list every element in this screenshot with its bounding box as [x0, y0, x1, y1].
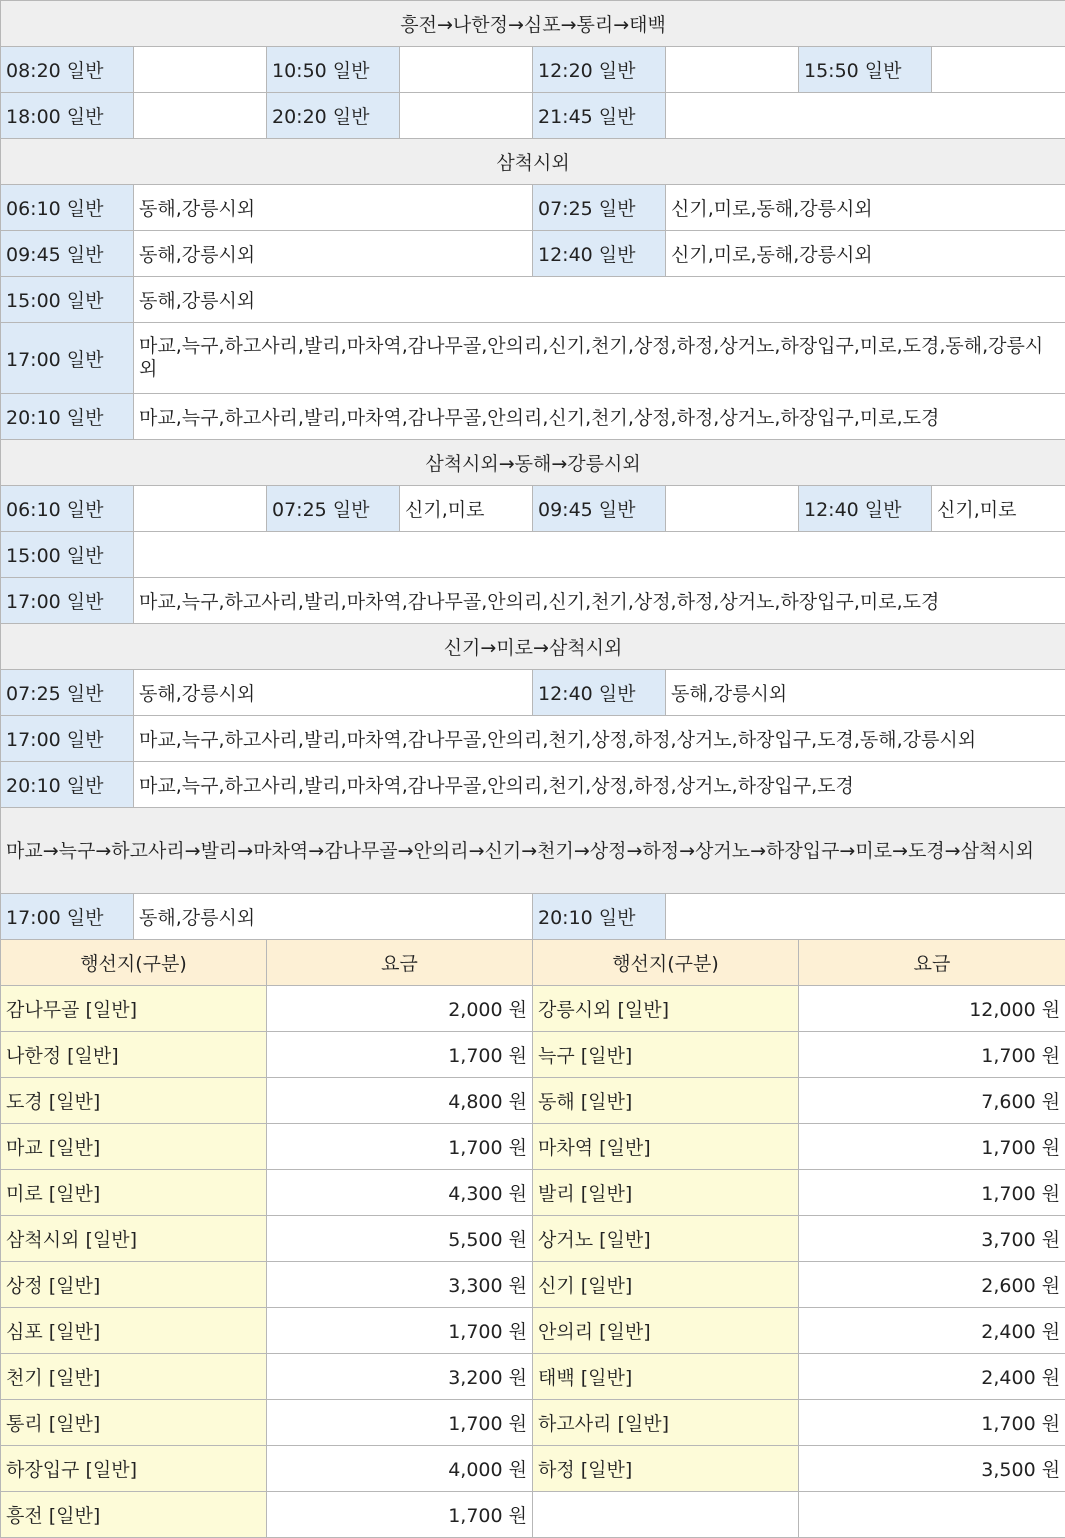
fare-destination: 발리 [일반] [533, 1170, 799, 1216]
route-header: 신기→미로→삼척시외 [1, 624, 1065, 670]
fare-price: 4,300 원 [267, 1170, 533, 1216]
fare-destination: 안의리 [일반] [533, 1308, 799, 1354]
via-stops [666, 93, 1065, 139]
fare-header-row [1, 940, 1065, 986]
fare-price: 7,600 원 [799, 1078, 1065, 1124]
fare-destination: 동해 [일반] [533, 1078, 799, 1124]
fare-price: 3,500 원 [799, 1446, 1065, 1492]
via-stops: 신기,미로,동해,강릉시외 [666, 231, 1065, 277]
fare-price: 2,600 원 [799, 1262, 1065, 1308]
departure-time: 20:20 일반 [267, 93, 400, 139]
fare-price: 4,800 원 [267, 1078, 533, 1124]
fare-price: 1,700 원 [267, 1308, 533, 1354]
fare-price: 5,500 원 [267, 1216, 533, 1262]
fare-row [1, 1124, 1065, 1170]
fare-row [1, 1078, 1065, 1124]
schedule-row [1, 578, 1065, 624]
via-stops [932, 47, 1065, 93]
fare-destination: 하장입구 [일반] [1, 1446, 267, 1492]
via-stops [666, 486, 799, 532]
fare-destination: 하고사리 [일반] [533, 1400, 799, 1446]
departure-time: 15:00 일반 [1, 277, 134, 323]
fare-destination: 심포 [일반] [1, 1308, 267, 1354]
route-header: 흥전→나한정→심포→통리→태백 [1, 1, 1065, 47]
schedule-row [1, 670, 1065, 716]
departure-time: 10:50 일반 [267, 47, 400, 93]
route-header: 삼척시외 [1, 139, 1065, 185]
departure-time: 09:45 일반 [533, 486, 666, 532]
departure-time: 15:50 일반 [799, 47, 932, 93]
fare-destination: 늑구 [일반] [533, 1032, 799, 1078]
fare-col-destination: 행선지(구분) [1, 940, 267, 986]
fare-destination: 신기 [일반] [533, 1262, 799, 1308]
schedule-row [1, 323, 1065, 394]
via-stops: 신기,미로 [400, 486, 533, 532]
schedule-row [1, 716, 1065, 762]
departure-time: 18:00 일반 [1, 93, 134, 139]
via-stops: 동해,강릉시외 [134, 277, 1065, 323]
fare-col-price: 요금 [267, 940, 533, 986]
departure-time: 07:25 일반 [1, 670, 134, 716]
via-stops [400, 93, 533, 139]
fare-price: 1,700 원 [267, 1400, 533, 1446]
departure-time: 21:45 일반 [533, 93, 666, 139]
departure-time: 07:25 일반 [267, 486, 400, 532]
route-header: 마교→늑구→하고사리→발리→마차역→감나무골→안의리→신기→천기→상정→하정→상거노→하장입구→미로→도경→삼척시외 [1, 808, 1065, 894]
fare-row [1, 1446, 1065, 1492]
route-header-row [1, 808, 1065, 894]
fare-destination: 흥전 [일반] [1, 1492, 267, 1538]
schedule-row [1, 47, 1065, 93]
via-stops: 동해,강릉시외 [666, 670, 1065, 716]
departure-time: 08:20 일반 [1, 47, 134, 93]
via-stops [666, 894, 1065, 940]
via-stops [666, 47, 799, 93]
fare-price: 4,000 원 [267, 1446, 533, 1492]
schedule-row [1, 277, 1065, 323]
fare-price: 1,700 원 [267, 1124, 533, 1170]
fare-destination: 하정 [일반] [533, 1446, 799, 1492]
fare-row [1, 1308, 1065, 1354]
fare-price: 2,400 원 [799, 1308, 1065, 1354]
via-stops [134, 486, 267, 532]
fare-price: 3,700 원 [799, 1216, 1065, 1262]
via-stops: 신기,미로,동해,강릉시외 [666, 185, 1065, 231]
route-header-row [1, 139, 1065, 185]
fare-destination: 감나무골 [일반] [1, 986, 267, 1032]
fare-col-price: 요금 [799, 940, 1065, 986]
fare-row [1, 1032, 1065, 1078]
departure-time: 15:00 일반 [1, 532, 134, 578]
fare-row [1, 1400, 1065, 1446]
schedule-row [1, 486, 1065, 532]
schedule-row [1, 231, 1065, 277]
departure-time: 12:20 일반 [533, 47, 666, 93]
fare-row [1, 1170, 1065, 1216]
fare-destination: 나한정 [일반] [1, 1032, 267, 1078]
departure-time: 20:10 일반 [1, 762, 134, 808]
fare-price: 1,700 원 [267, 1492, 533, 1538]
route-header: 삼척시외→동해→강릉시외 [1, 440, 1065, 486]
departure-time: 17:00 일반 [1, 894, 134, 940]
fare-price: 3,300 원 [267, 1262, 533, 1308]
schedule-row [1, 394, 1065, 440]
schedule-row [1, 93, 1065, 139]
via-stops: 마교,늑구,하고사리,발리,마차역,감나무골,안의리,천기,상정,하정,상거노,하장입구,도경 [134, 762, 1065, 808]
fare-destination: 미로 [일반] [1, 1170, 267, 1216]
fare-price: 1,700 원 [799, 1124, 1065, 1170]
via-stops: 마교,늑구,하고사리,발리,마차역,감나무골,안의리,신기,천기,상정,하정,상거노,하장입구,미로,도경 [134, 394, 1065, 440]
departure-time: 20:10 일반 [1, 394, 134, 440]
via-stops: 동해,강릉시외 [134, 670, 533, 716]
fare-destination: 도경 [일반] [1, 1078, 267, 1124]
fare-destination: 마차역 [일반] [533, 1124, 799, 1170]
via-stops [134, 47, 267, 93]
departure-time: 12:40 일반 [533, 231, 666, 277]
departure-time: 12:40 일반 [799, 486, 932, 532]
route-header-row [1, 440, 1065, 486]
route-header-row [1, 624, 1065, 670]
via-stops: 마교,늑구,하고사리,발리,마차역,감나무골,안의리,천기,상정,하정,상거노,하장입구,도경,동해,강릉시외 [134, 716, 1065, 762]
schedule-row [1, 185, 1065, 231]
via-stops [400, 47, 533, 93]
schedule-row [1, 762, 1065, 808]
via-stops: 신기,미로 [932, 486, 1065, 532]
departure-time: 06:10 일반 [1, 185, 134, 231]
schedule-row [1, 894, 1065, 940]
departure-time: 12:40 일반 [533, 670, 666, 716]
via-stops: 마교,늑구,하고사리,발리,마차역,감나무골,안의리,신기,천기,상정,하정,상거노,하장입구,미로,도경,동해,강릉시외 [134, 323, 1065, 394]
fare-col-destination: 행선지(구분) [533, 940, 799, 986]
via-stops: 동해,강릉시외 [134, 231, 533, 277]
fare-row [1, 1492, 1065, 1538]
fare-price: 2,000 원 [267, 986, 533, 1032]
departure-time: 09:45 일반 [1, 231, 134, 277]
fare-row [1, 1262, 1065, 1308]
departure-time: 20:10 일반 [533, 894, 666, 940]
fare-price: 3,200 원 [267, 1354, 533, 1400]
fare-price: 1,700 원 [799, 1400, 1065, 1446]
fare-destination: 마교 [일반] [1, 1124, 267, 1170]
departure-time: 17:00 일반 [1, 716, 134, 762]
departure-time: 17:00 일반 [1, 323, 134, 394]
via-stops: 동해,강릉시외 [134, 894, 533, 940]
fare-price [799, 1492, 1065, 1538]
fare-destination: 천기 [일반] [1, 1354, 267, 1400]
fare-row [1, 1354, 1065, 1400]
fare-price: 1,700 원 [799, 1170, 1065, 1216]
route-header-row [1, 1, 1065, 47]
via-stops [134, 532, 1065, 578]
fare-destination: 상정 [일반] [1, 1262, 267, 1308]
fare-row [1, 986, 1065, 1032]
departure-time: 07:25 일반 [533, 185, 666, 231]
via-stops [134, 93, 267, 139]
fare-destination: 상거노 [일반] [533, 1216, 799, 1262]
fare-price: 1,700 원 [799, 1032, 1065, 1078]
fare-price: 1,700 원 [267, 1032, 533, 1078]
fare-destination: 통리 [일반] [1, 1400, 267, 1446]
departure-time: 17:00 일반 [1, 578, 134, 624]
fare-destination [533, 1492, 799, 1538]
fare-price: 12,000 원 [799, 986, 1065, 1032]
via-stops: 마교,늑구,하고사리,발리,마차역,감나무골,안의리,신기,천기,상정,하정,상거노,하장입구,미로,도경 [134, 578, 1065, 624]
via-stops: 동해,강릉시외 [134, 185, 533, 231]
fare-price: 2,400 원 [799, 1354, 1065, 1400]
fare-row [1, 1216, 1065, 1262]
fare-destination: 강릉시외 [일반] [533, 986, 799, 1032]
schedule-row [1, 532, 1065, 578]
departure-time: 06:10 일반 [1, 486, 134, 532]
fare-destination: 태백 [일반] [533, 1354, 799, 1400]
fare-destination: 삼척시외 [일반] [1, 1216, 267, 1262]
